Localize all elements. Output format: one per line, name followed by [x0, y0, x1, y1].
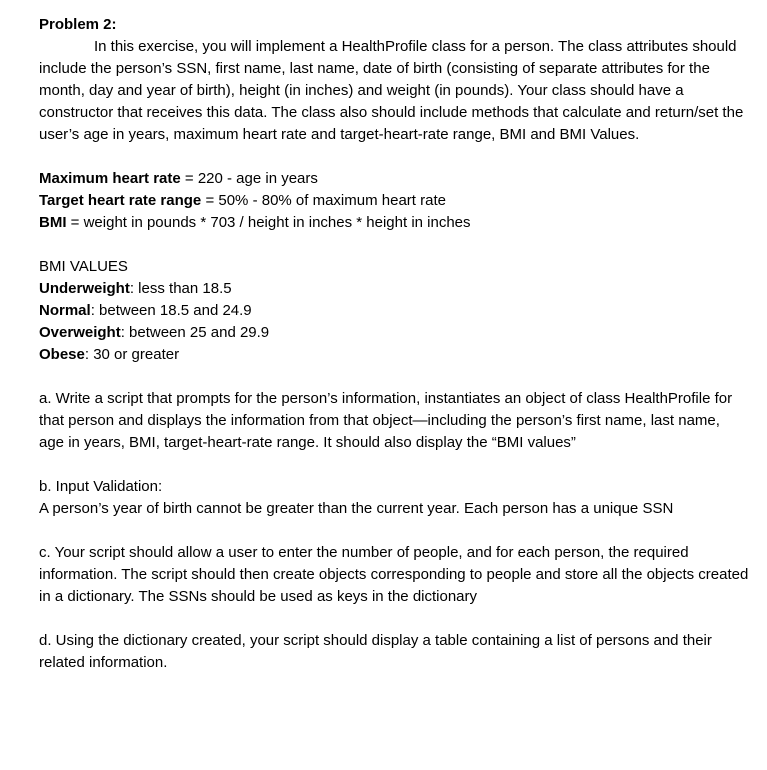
part-d — [39, 630, 749, 674]
part-c — [39, 542, 749, 608]
bmi-value-text: : between 18.5 and 24.9 — [90, 302, 252, 319]
bmi-value-obese — [39, 344, 749, 366]
problem-title: Problem 2: — [39, 16, 117, 33]
formula-target-heart-rate — [39, 190, 749, 212]
part-b — [39, 476, 749, 520]
formula-text: = weight in pounds * 703 / height in inches * height in inches — [66, 214, 471, 231]
part-d-text: d. Using the dictionary created, your script should display a table containing a list of persons and their related information. — [39, 632, 712, 671]
part-a-text: a. Write a script that prompts for the person’s information, instantiates an object of class HealthProfile for that person and displays the information from that object—including the person’s first name, last name, age in years, BMI, target-heart-rate range. It should also display the “BMI values” — [39, 390, 733, 451]
formula-label: Target heart rate range — [39, 192, 202, 209]
bmi-value-overweight — [39, 322, 749, 344]
part-b-text: A person’s year of birth cannot be greater than the current year. Each person has a unique SSN — [39, 500, 674, 517]
document-page — [39, 14, 749, 674]
formulas-block — [39, 168, 749, 234]
bmi-values-heading: BMI VALUES — [39, 258, 128, 275]
bmi-value-label: Obese — [39, 346, 85, 363]
bmi-value-text: : 30 or greater — [84, 346, 180, 363]
formula-label: Maximum heart rate — [39, 170, 181, 187]
bmi-value-label: Overweight — [39, 324, 121, 341]
formula-max-heart-rate — [39, 168, 749, 190]
intro-paragraph: In this exercise, you will implement a HealthProfile class for a person. The class attributes should include the person’s SSN, first name, last name, date of birth (consisting of separate attributes for the month, day and year of birth), height (in inches) and weight (in pounds). Your class should have a constructor that receives this data. The class also should include methods that calculate and return/set the user’s age in years, maximum heart rate and target-heart-rate range, BMI and BMI Values. — [39, 38, 744, 143]
formula-text: = 220 - age in years — [180, 170, 318, 187]
bmi-value-text: : between 25 and 29.9 — [120, 324, 270, 341]
bmi-value-normal — [39, 300, 749, 322]
bmi-values-block — [39, 256, 749, 366]
bmi-value-text: : less than 18.5 — [129, 280, 232, 297]
formula-text: = 50% - 80% of maximum heart rate — [201, 192, 446, 209]
bmi-value-label: Underweight — [39, 280, 130, 297]
formula-label: BMI — [39, 214, 67, 231]
bmi-value-underweight — [39, 278, 749, 300]
formula-bmi — [39, 212, 749, 234]
part-c-text: c. Your script should allow a user to enter the number of people, and for each person, the required information. The script should then create objects corresponding to people and store all the objects created in a dictionary. The SSNs should be used as keys in the dictionary — [39, 544, 749, 605]
part-b-heading: b. Input Validation: — [39, 478, 163, 495]
part-a — [39, 388, 749, 454]
bmi-value-label: Normal — [39, 302, 91, 319]
